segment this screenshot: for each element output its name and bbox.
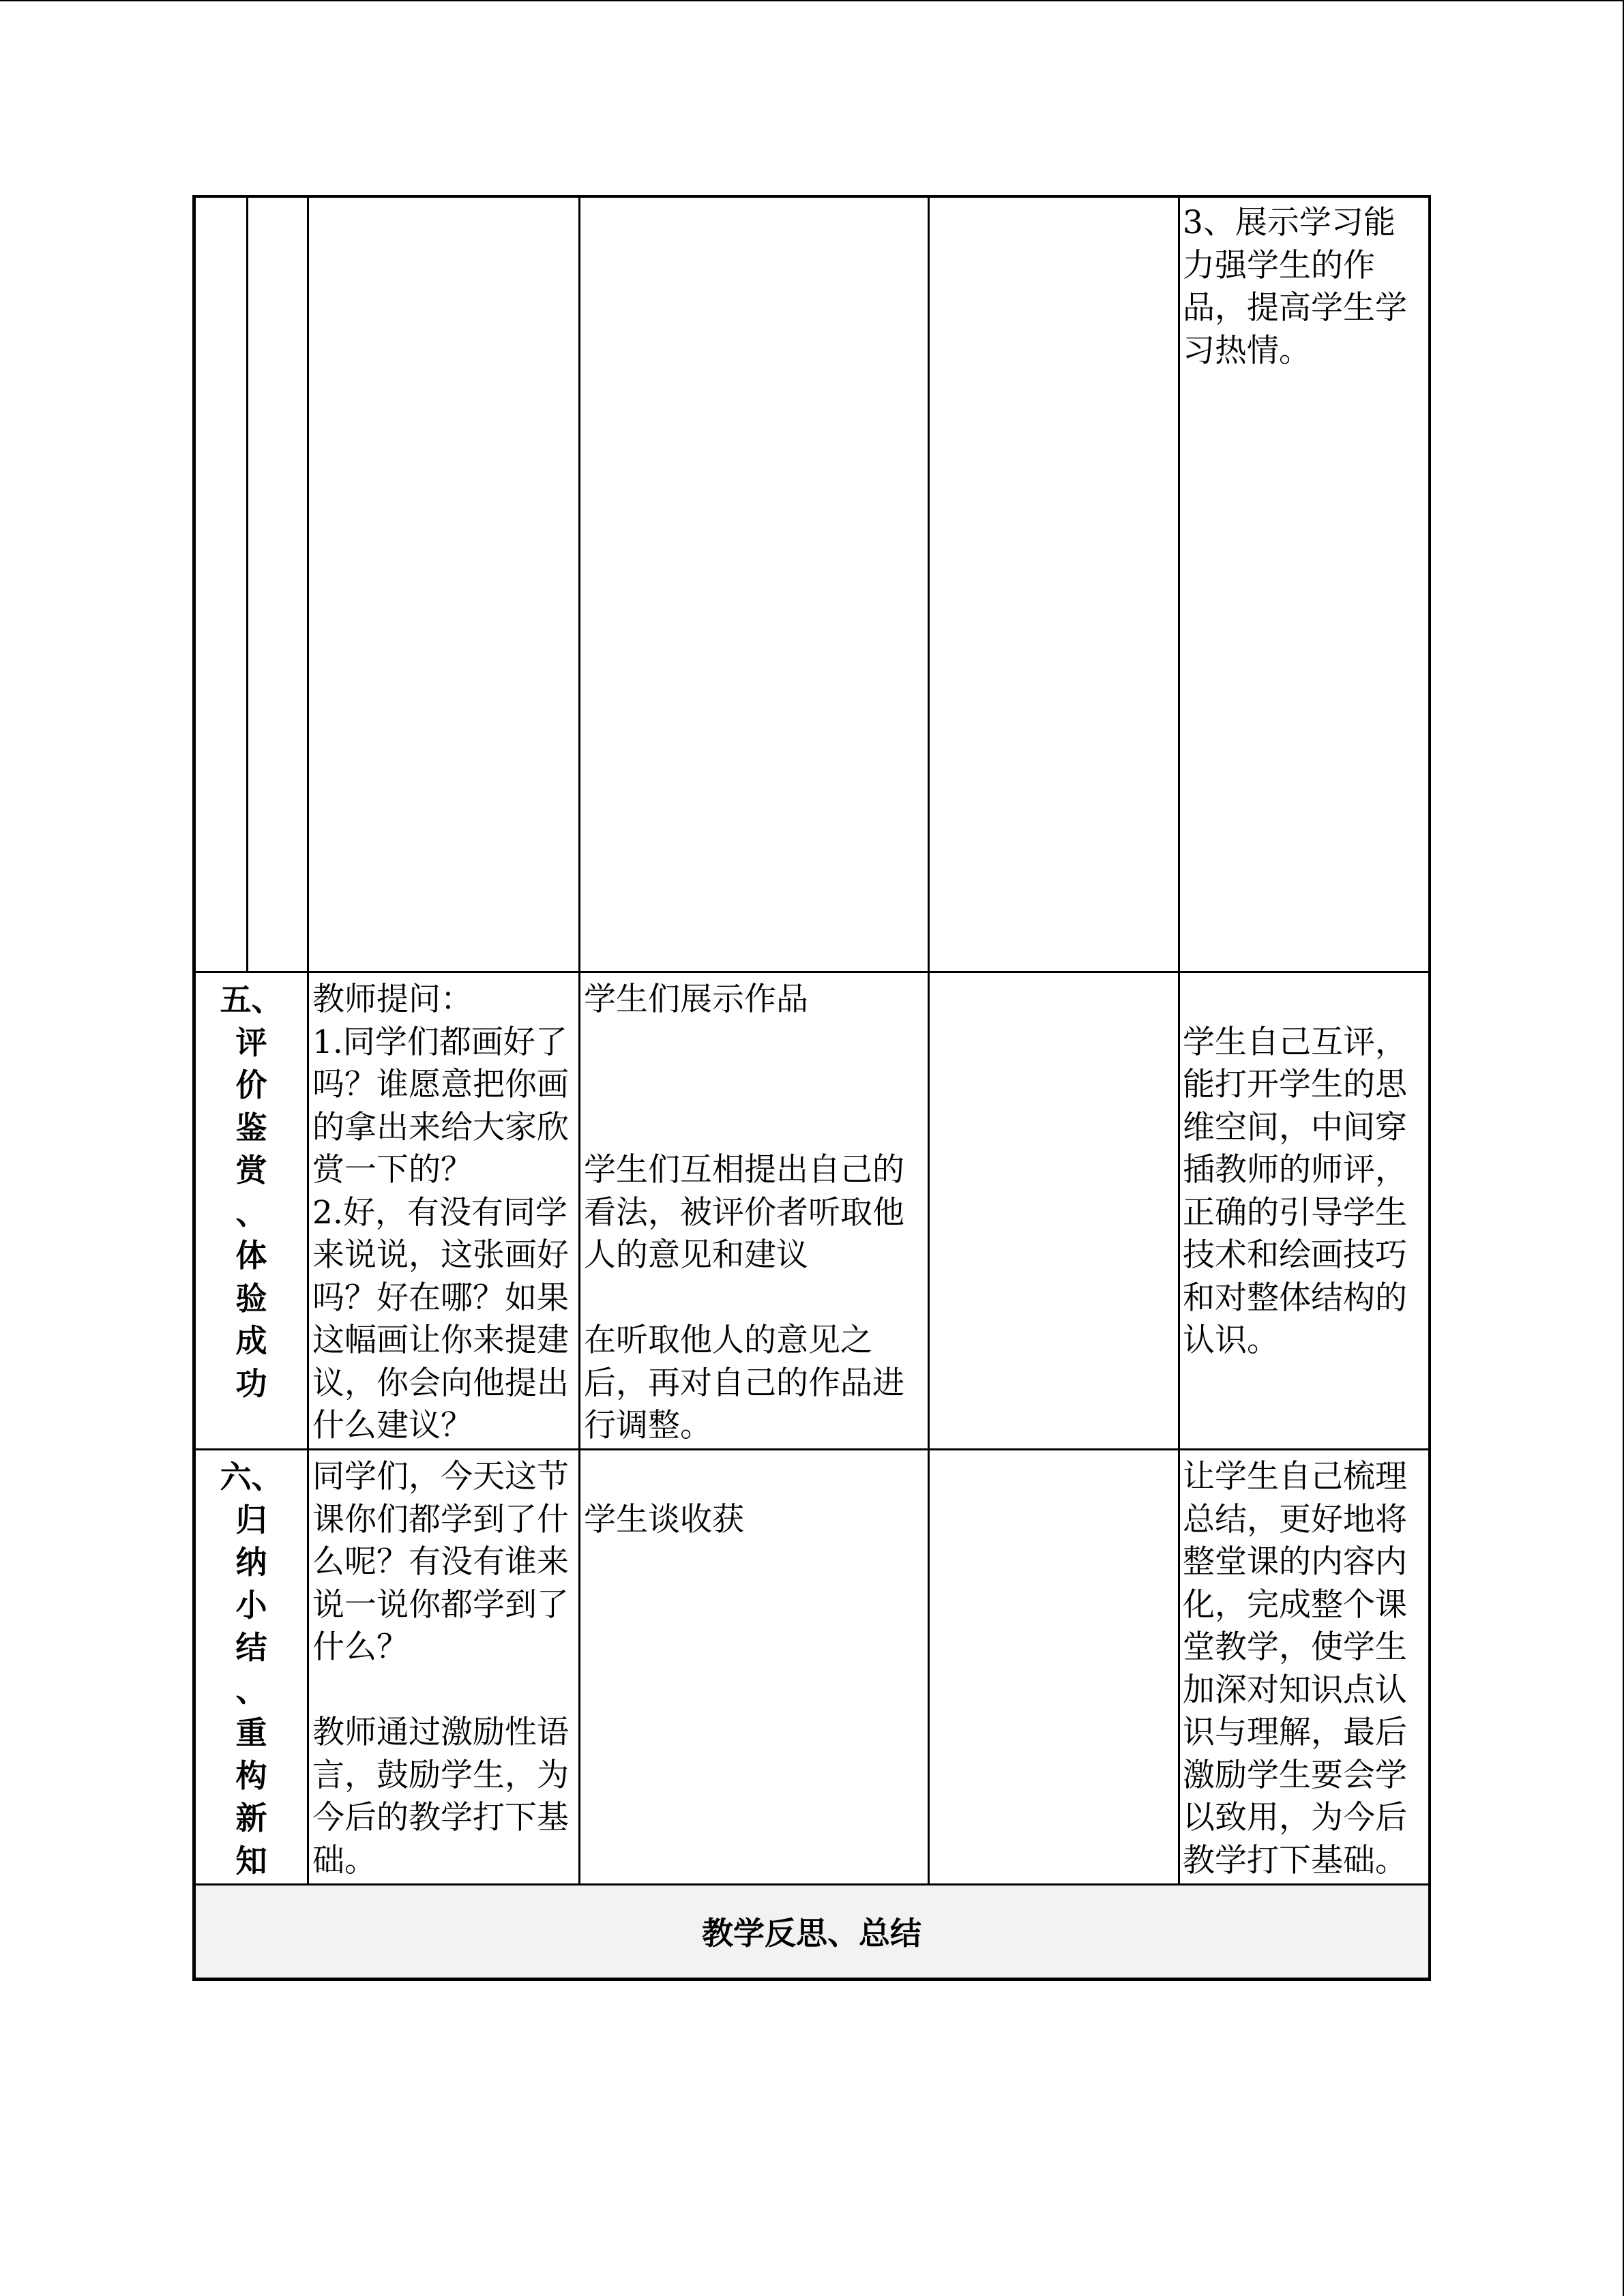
col-divider-1 [307,195,309,1885]
row-five-purpose-cell [1183,979,1426,1362]
page-top-rule [0,0,1624,1]
inner-stage-divider [246,195,248,972]
row-six-purpose-cell [1183,1456,1426,1882]
row-five-stage-cell [196,979,307,1405]
purpose-text: 3、展示学习能 力强学生的作 品，提高学生学 习热情。 [1183,204,1407,370]
row-continued-purpose-cell [1183,202,1426,372]
student-activity-text: 学生谈收获 [584,1500,744,1538]
inner-stage-top-edge [246,195,309,198]
row-divider-2 [194,1448,1430,1450]
row-five-teacher-cell [312,979,580,1448]
teacher-activity-text: 教师提问： 1.同学们都画好了 吗？谁愿意把你画 的拿出来给大家欣 赏一下的？ 2.好，有没有同学 来说说，这张画好 吗？好在哪？如果 这幅画让你来提建 议，你会向他提出 什么建议？ [312,981,569,1444]
col-divider-4 [1178,195,1180,1885]
teacher-activity-text: 同学们，今天这节 课你们都学到了什 么呢？有没有谁来 说一说你都学到了 什么？ 教师通过激励性语 言，鼓励学生，为 今后的教学打下基 础。 [312,1458,569,1879]
row-six-teacher-cell [312,1456,580,1882]
student-activity-text: 学生们展示作品 学生们互相提出自己的 看法，被评价者听取他 人的意见和建议 在听取他人的意见之 后，再对自己的作品进 行调整。 [584,981,904,1444]
stage-label: 六、 归 纳 小 结 、 重 构 新 知 [220,1459,283,1879]
purpose-text: 让学生自己梳理 总结，更好地将 整堂课的内容内 化，完成整个课 堂教学，使学生 加深对知识点认 识与理解，最后 激励学生要会学 以致用，为今后 教学打下基础。 [1183,1458,1407,1879]
row-six-stage-cell [196,1456,307,1882]
purpose-text: 学生自己互评， 能打开学生的思 维空间，中间穿 插教师的师评， 正确的引导学生 技术和绘画技巧 和对整体结构的 认识。 [1183,1023,1407,1359]
row-six-student-cell [584,1456,928,1541]
reflection-summary-heading: 教学反思、总结 [702,1915,921,1952]
row-five-student-cell [584,979,928,1448]
table-right-border [1428,195,1431,1981]
col-divider-3 [928,195,930,1885]
stage-label: 五、 评 价 鉴 赏 、 体 验 成 功 [220,981,283,1402]
row-divider-1 [194,971,1430,973]
table-top-border [192,195,1431,198]
